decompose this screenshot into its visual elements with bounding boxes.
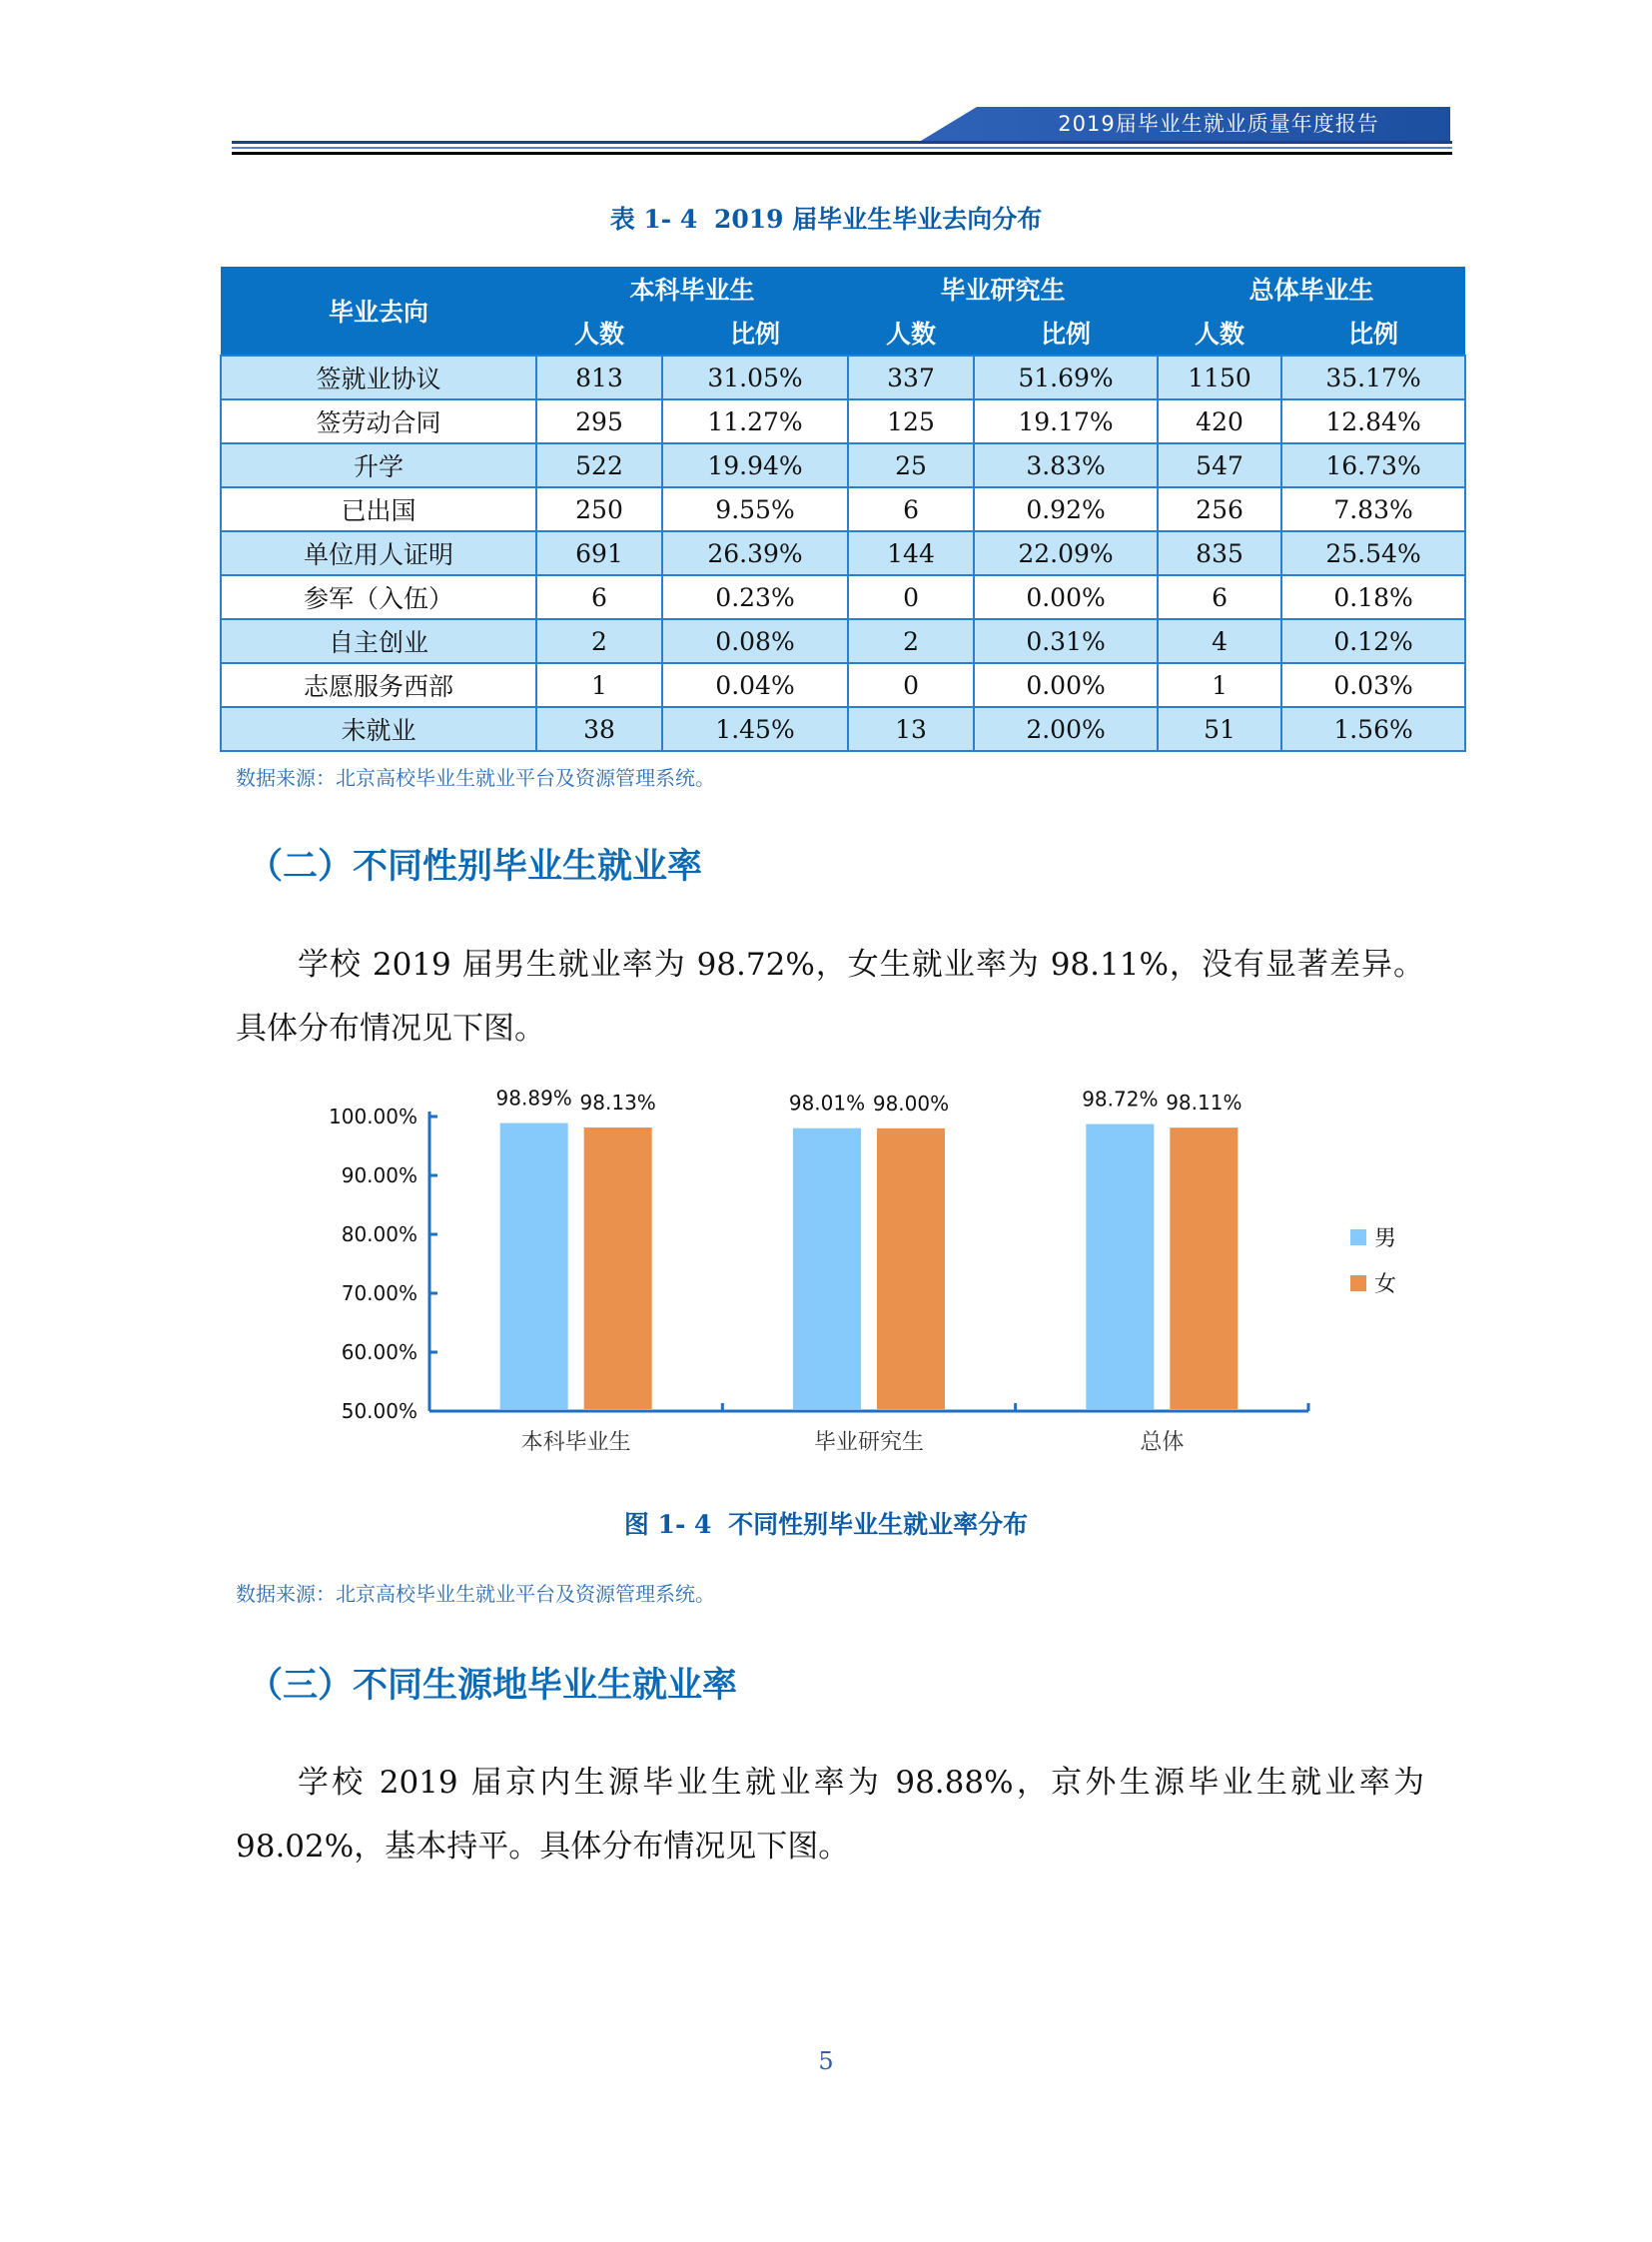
row-category: 自主创业 [221,619,536,663]
data-label: 98.89% [495,1086,572,1111]
bar-男 [500,1123,568,1409]
cell-count: 25 [848,443,974,487]
cell-count: 256 [1158,487,1281,531]
cell-count: 691 [536,531,662,575]
header-group-postgrad: 毕业研究生 [848,267,1158,311]
graduate-destination-table [220,267,1466,752]
figure-source-note: 数据来源：北京高校毕业生就业平台及资源管理系统。 [236,1582,715,1606]
row-category: 单位用人证明 [221,531,536,575]
header-count: 人数 [536,311,662,356]
table-body [221,356,1465,751]
cell-ratio: 0.00% [974,663,1158,707]
cell-count: 835 [1158,531,1281,575]
cell-ratio: 35.17% [1281,356,1465,399]
cell-count: 13 [848,707,974,751]
row-category: 升学 [221,443,536,487]
header-title: 2019届毕业生就业质量年度报告 [1058,112,1379,136]
bar-女 [584,1127,652,1409]
page-number: 5 [818,2047,834,2075]
cell-ratio: 0.12% [1281,619,1465,663]
cell-ratio: 31.05% [662,356,848,399]
header-category: 毕业去向 [221,267,536,356]
legend-swatch [1350,1229,1366,1245]
legend-label: 女 [1374,1272,1397,1297]
x-tick-label: 总体 [1140,1430,1185,1455]
cell-ratio: 25.54% [1281,531,1465,575]
cell-count: 144 [848,531,974,575]
section-heading: （三）不同生源地毕业生就业率 [248,1666,738,1706]
cell-ratio: 22.09% [974,531,1158,575]
cell-ratio: 0.00% [974,575,1158,619]
header-ratio: 比例 [974,311,1158,356]
table-row [221,356,1465,399]
header-group-total: 总体毕业生 [1158,267,1465,311]
cell-ratio: 19.94% [662,443,848,487]
cell-ratio: 2.00% [974,707,1158,751]
cell-count: 2 [536,619,662,663]
table-row [221,399,1465,443]
header-rule [232,147,1452,149]
cell-ratio: 51.69% [974,356,1158,399]
cell-ratio: 16.73% [1281,443,1465,487]
data-label: 98.11% [1166,1091,1242,1116]
cell-ratio: 0.04% [662,663,848,707]
cell-count: 51 [1158,707,1281,751]
data-label: 98.13% [579,1091,656,1116]
table-row [221,575,1465,619]
cell-ratio: 0.31% [974,619,1158,663]
cell-ratio: 19.17% [974,399,1158,443]
section-paragraph: 学校 2019 届男生就业率为 98.72%，女生就业率为 98.11%，没有显著差异。具体分布情况见下图。 [236,947,1424,1047]
section-paragraph: 学校 2019 届京内生源毕业生就业率为 98.88%，京外生源毕业生就业率为 98.02%，基本持平。具体分布情况见下图。 [236,1765,1424,1865]
row-category: 未就业 [221,707,536,751]
bar-女 [1170,1127,1238,1409]
cell-ratio: 12.84% [1281,399,1465,443]
y-tick-label: 60.00% [341,1340,417,1364]
figure-caption [0,1505,1652,1541]
table-source-note: 数据来源：北京高校毕业生就业平台及资源管理系统。 [236,766,715,790]
cell-count: 2 [848,619,974,663]
cell-ratio: 3.83% [974,443,1158,487]
data-label: 98.72% [1082,1087,1159,1112]
cell-ratio: 1.45% [662,707,848,751]
cell-count: 1 [1158,663,1281,707]
cell-ratio: 7.83% [1281,487,1465,531]
y-tick-label: 80.00% [341,1222,417,1246]
cell-ratio: 26.39% [662,531,848,575]
legend-swatch [1350,1275,1366,1291]
bar-男 [793,1128,861,1409]
cell-ratio: 11.27% [662,399,848,443]
y-tick-label: 90.00% [341,1163,417,1187]
row-category: 签就业协议 [221,356,536,399]
header-rule [232,141,1452,144]
section-heading: （二）不同性别毕业生就业率 [248,847,703,887]
x-tick-label: 毕业研究生 [813,1430,925,1455]
figure-caption-number: 图 1- 4 [623,1510,712,1539]
cell-count: 1 [536,663,662,707]
y-tick-label: 70.00% [341,1281,417,1305]
cell-ratio: 9.55% [662,487,848,531]
legend-label: 男 [1374,1226,1397,1251]
table-caption-text: 2019 届毕业生毕业去向分布 [714,205,1043,234]
header-ratio: 比例 [662,311,848,356]
x-tick-label: 本科毕业生 [520,1430,631,1455]
cell-count: 4 [1158,619,1281,663]
table-caption-number: 表 1- 4 [609,205,698,234]
cell-count: 0 [848,575,974,619]
header-rule [232,152,1452,155]
cell-count: 337 [848,356,974,399]
cell-count: 6 [1158,575,1281,619]
table-row [221,707,1465,751]
cell-count: 6 [848,487,974,531]
table-row [221,619,1465,663]
y-tick-label: 100.00% [329,1105,417,1128]
header-count: 人数 [848,311,974,356]
table-row [221,487,1465,531]
cell-count: 547 [1158,443,1281,487]
table-caption [0,200,1652,236]
cell-count: 125 [848,399,974,443]
cell-count: 1150 [1158,356,1281,399]
cell-count: 0 [848,663,974,707]
table-row [221,663,1465,707]
cell-ratio: 0.08% [662,619,848,663]
table-row [221,443,1465,487]
row-category: 参军（入伍） [221,575,536,619]
cell-count: 522 [536,443,662,487]
cell-ratio: 0.03% [1281,663,1465,707]
bar-男 [1086,1124,1154,1409]
gender-employment-chart [300,1074,1428,1483]
cell-count: 250 [536,487,662,531]
header-ratio: 比例 [1281,311,1465,356]
cell-ratio: 1.56% [1281,707,1465,751]
cell-ratio: 0.92% [974,487,1158,531]
cell-count: 420 [1158,399,1281,443]
cell-count: 38 [536,707,662,751]
row-category: 志愿服务西部 [221,663,536,707]
figure-caption-text: 不同性别毕业生就业率分布 [728,1510,1029,1539]
row-category: 已出国 [221,487,536,531]
header-count: 人数 [1158,311,1281,356]
cell-ratio: 0.18% [1281,575,1465,619]
y-tick-label: 50.00% [341,1399,417,1423]
data-label: 98.00% [872,1091,950,1116]
bar-女 [877,1128,945,1409]
row-category: 签劳动合同 [221,399,536,443]
header-group-undergrad: 本科毕业生 [536,267,848,311]
cell-count: 6 [536,575,662,619]
cell-count: 295 [536,399,662,443]
table-row [221,531,1465,575]
cell-count: 813 [536,356,662,399]
data-label: 98.01% [788,1091,866,1116]
cell-ratio: 0.23% [662,575,848,619]
